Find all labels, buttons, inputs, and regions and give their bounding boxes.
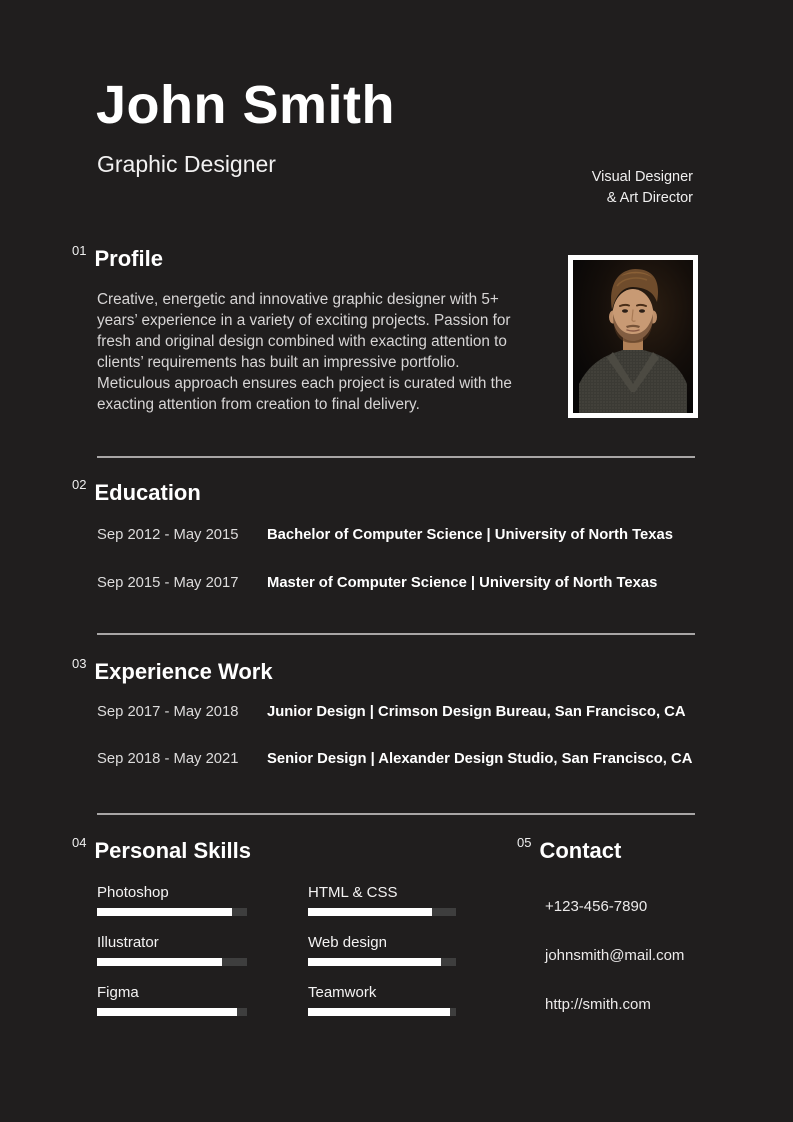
education-row — [97, 527, 737, 543]
skill-bar-track — [308, 1008, 456, 1016]
contact-email: johnsmith@mail.com — [545, 947, 685, 964]
education-dates: Sep 2015 - May 2017 — [97, 575, 239, 591]
skill-item — [308, 884, 456, 916]
skill-bar-track — [97, 1008, 247, 1016]
experience-dates: Sep 2017 - May 2018 — [97, 704, 239, 720]
job-title: Graphic Designer — [97, 151, 276, 177]
experience-section-heading — [72, 656, 273, 684]
contact-website: http://smith.com — [545, 996, 651, 1013]
section-title: Profile — [94, 246, 163, 271]
profile-summary: Creative, energetic and innovative graphic designer with 5+ years’ experience in a variety of exciting projects. Passion for fresh and original design combined with exacting attention to clients’ requirements has built an impressive portfolio. Meticulous approach ensures each project is curated with the exacting attention from creation to final delivery. — [97, 291, 512, 413]
skill-bar-fill — [308, 908, 432, 916]
section-divider — [97, 813, 695, 815]
contact-section-heading — [517, 835, 621, 863]
education-section-heading — [72, 477, 201, 505]
education-description: Bachelor of Computer Science | University of North Texas — [267, 527, 673, 543]
skill-bar-fill — [97, 1008, 237, 1016]
skill-bar-fill — [308, 1008, 450, 1016]
experience-row — [97, 704, 737, 720]
skill-item — [97, 934, 247, 966]
skill-name: Figma — [97, 984, 139, 1001]
education-description: Master of Computer Science | University of North Texas — [267, 575, 658, 591]
tagline-line2: & Art Director — [606, 190, 693, 207]
contact-phone: +123-456-7890 — [545, 898, 648, 915]
experience-description: Senior Design | Alexander Design Studio, San Francisco, CA — [267, 751, 693, 767]
tagline-line1: Visual Designer — [591, 169, 693, 185]
contact-list — [545, 898, 684, 1045]
section-number: 03 — [72, 656, 87, 671]
experience-row — [97, 751, 737, 767]
section-title: Experience Work — [94, 659, 273, 684]
skill-bar-track — [308, 958, 456, 966]
skill-name: Web design — [308, 934, 387, 951]
skill-bar-track — [308, 908, 456, 916]
person-name: John Smith — [96, 75, 395, 135]
section-number: 01 — [72, 243, 87, 258]
section-divider — [97, 633, 695, 635]
skill-name: Photoshop — [97, 884, 169, 901]
skill-item — [97, 884, 247, 916]
profile-photo — [568, 255, 698, 418]
skill-bar-fill — [97, 908, 232, 916]
education-row — [97, 575, 737, 591]
section-divider — [97, 456, 695, 458]
profile-section-heading — [72, 243, 163, 271]
section-number: 04 — [72, 835, 87, 850]
skill-item — [97, 984, 247, 1016]
education-dates: Sep 2012 - May 2015 — [97, 527, 239, 543]
skills-section-heading — [72, 835, 251, 863]
skill-bar-fill — [308, 958, 441, 966]
skill-name: HTML & CSS — [308, 884, 398, 901]
skills-grid — [97, 884, 456, 1016]
skill-name: Teamwork — [308, 984, 377, 1001]
experience-dates: Sep 2018 - May 2021 — [97, 751, 239, 767]
portrait-illustration — [573, 260, 693, 413]
skill-bar-track — [97, 958, 247, 966]
section-title: Education — [94, 480, 201, 505]
skill-bar-fill — [97, 958, 222, 966]
section-number: 02 — [72, 477, 87, 492]
skill-bar-track — [97, 908, 247, 916]
experience-description: Junior Design | Crimson Design Bureau, San Francisco, CA — [267, 704, 686, 720]
skill-item — [308, 934, 456, 966]
tagline — [592, 167, 693, 210]
skill-name: Illustrator — [97, 934, 159, 951]
section-title: Contact — [539, 838, 622, 863]
section-title: Personal Skills — [94, 838, 251, 863]
section-number: 05 — [517, 835, 532, 850]
skill-item — [308, 984, 456, 1016]
